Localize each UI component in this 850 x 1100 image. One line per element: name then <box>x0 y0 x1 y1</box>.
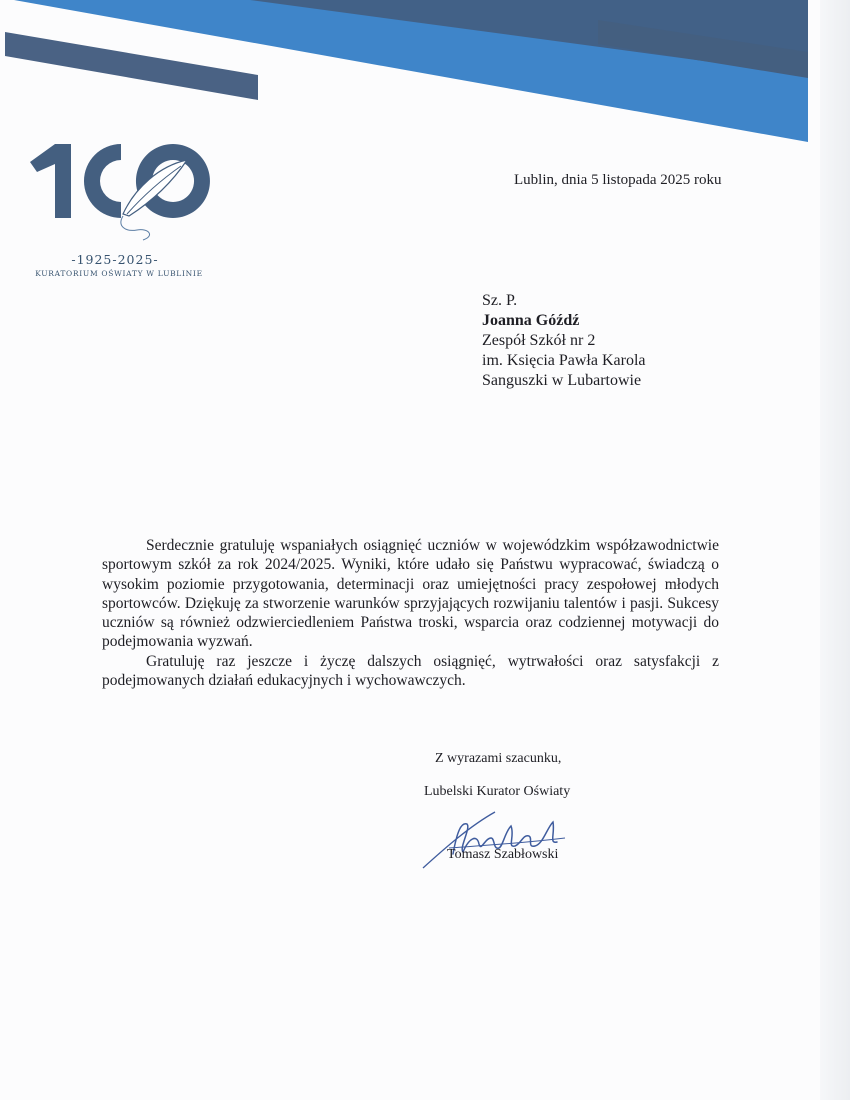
recipient-school: Zespół Szkół nr 2 <box>482 332 596 349</box>
signer-name: Tomasz Szabłowski <box>447 847 559 862</box>
signer-role: Lubelski Kurator Oświaty <box>424 784 571 799</box>
recipient-school-patron: im. Księcia Pawła Karola <box>482 352 646 369</box>
logo-digit-zero-1 <box>84 144 121 218</box>
header-banner <box>0 0 850 160</box>
banner-stripe-dark-left <box>5 32 258 100</box>
closing-phrase: Z wyrazami szacunku, <box>435 751 562 766</box>
logo-institution: KURATORIUM OŚWIATY W LUBLINIE <box>35 269 203 278</box>
logo-years: -1925-2025- <box>71 252 159 267</box>
letter-body <box>102 536 719 690</box>
logo-digit-one <box>30 144 71 218</box>
body-paragraph: Gratuluję raz jeszcze i życzę dalszych osiągnięć, wytrwałości oraz satysfakcji z podejmowanych działań edukacyjnych i wychowawczych. <box>102 652 719 690</box>
recipient-block <box>482 291 646 391</box>
letter-date: Lublin, dnia 5 listopada 2025 roku <box>514 172 722 188</box>
recipient-school-location: Sanguszki w Lubartowie <box>482 372 642 389</box>
recipient-name: Joanna Góźdź <box>482 312 580 329</box>
scan-edge <box>820 0 850 1100</box>
handwritten-signature-icon <box>415 808 585 878</box>
recipient-salutation: Sz. P. <box>482 292 518 309</box>
body-paragraph: Serdecznie gratuluję wspaniałych osiągnięć uczniów w wojewódzkim współzawodnictwie sportowym szkół za rok 2024/2025. Wyniki, które udało się Państwu wypracować, świadczą o wysokim poziomie przygotowania, determinacji oraz umiejętności pracy zespołowej młodych sportowców. Dziękuję za stworzenie warunków sprzyjających rozwijaniu talentów i pasji. Sukcesy uczniów są również odzwierciedleniem Państwa troski, wsparcia oraz codziennej motywacji do podejmowania wyzwań. <box>102 537 719 651</box>
